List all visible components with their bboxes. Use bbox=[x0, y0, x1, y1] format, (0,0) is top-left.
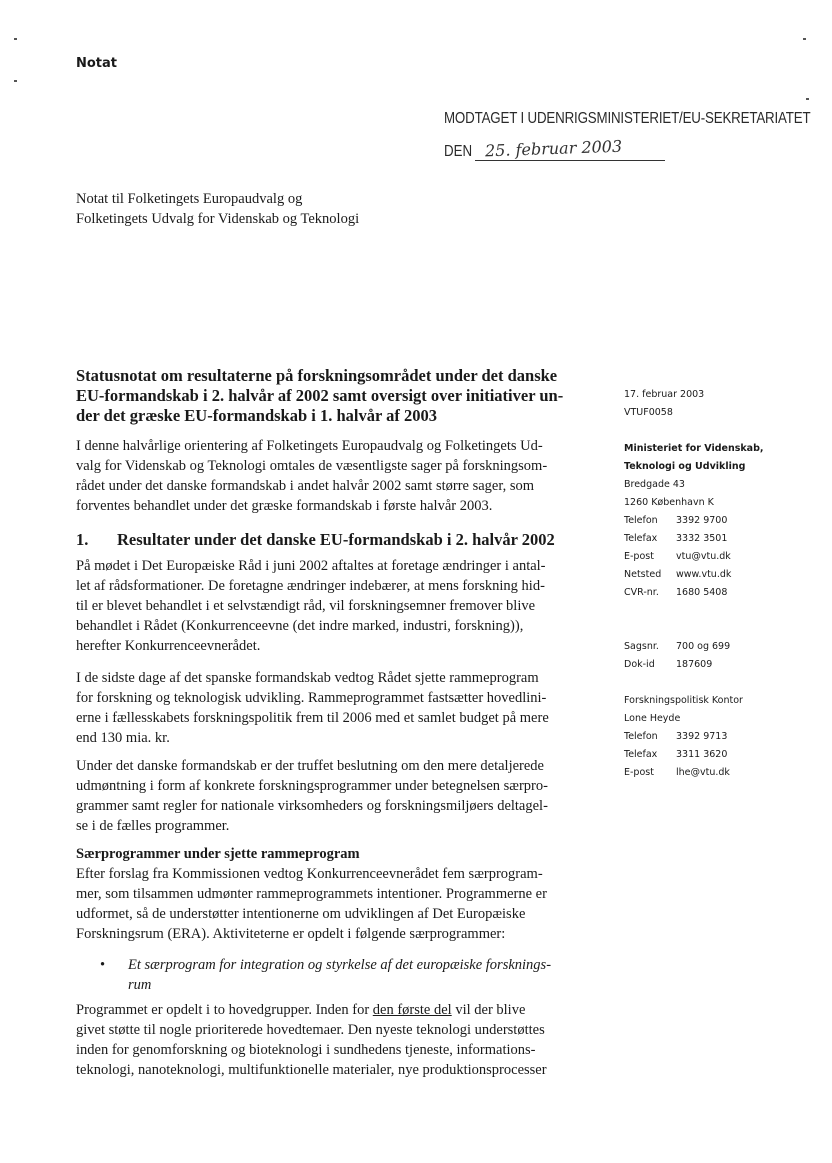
contact-label: Telefax bbox=[624, 749, 658, 760]
text-line: rum bbox=[128, 977, 152, 993]
received-stamp bbox=[444, 110, 811, 161]
contact-value: 1680 5408 bbox=[676, 587, 728, 598]
contact-value: vtu@vtu.dk bbox=[676, 551, 731, 562]
text-line: herefter Konkurrenceevnerådet. bbox=[76, 638, 261, 654]
text-line: Et særprogram for integration og styrkelse af det europæiske forsknings- bbox=[128, 957, 552, 973]
paragraph bbox=[76, 556, 596, 656]
case-label: Dok-id bbox=[624, 659, 655, 670]
case-label: Sagsnr. bbox=[624, 641, 659, 652]
bullet-dot-icon: • bbox=[100, 957, 106, 973]
title-line: Statusnotat om resultaterne på forskningsområdet under det danske bbox=[76, 366, 558, 385]
contact-label: Netsted bbox=[624, 569, 662, 580]
text-line: til er blevet behandlet i et selvstændigt råd, vil forskningsemner fremover blive bbox=[76, 598, 536, 614]
contact-value: www.vtu.dk bbox=[676, 569, 732, 580]
text-line bbox=[76, 1000, 596, 1020]
text-line: udformet, så de understøtter intentionerne om udviklingen af Det Europæiske bbox=[76, 906, 526, 922]
underlined-text: den første del bbox=[372, 1002, 452, 1018]
contact-value: 3332 3501 bbox=[676, 533, 728, 544]
text-line: let af rådsformationer. De foretagne ændringer indebærer, at mens forskning hid- bbox=[76, 578, 545, 594]
paragraph bbox=[76, 668, 596, 748]
document-date: 17. februar 2003 bbox=[624, 389, 705, 400]
text-line: teknologi, nanoteknologi, multifunktionelle materialer, nye produktionsprocesser bbox=[76, 1062, 547, 1078]
text-line: end 130 mia. kr. bbox=[76, 730, 170, 746]
title-line: der det græske EU-formandskab i 1. halvår af 2003 bbox=[76, 406, 438, 425]
text-line: erne i fællesskabets forskningspolitik frem til 2006 med et samlet budget på mere bbox=[76, 710, 549, 726]
scan-speck bbox=[14, 80, 17, 82]
section-number: 1. bbox=[76, 530, 89, 549]
recipient-line: Notat til Folketingets Europaudvalg og bbox=[76, 191, 303, 207]
handwritten-date: 25. februar 2003 bbox=[484, 136, 623, 161]
text-line: I de sidste dage af det spanske formandskab vedtog Rådet sjette rammeprogram bbox=[76, 670, 539, 686]
contact-value: 3392 9713 bbox=[676, 731, 728, 742]
text-line: Forskningsrum (ERA). Aktiviteterne er opdelt i følgende særprogrammer: bbox=[76, 926, 506, 942]
contact-label: E-post bbox=[624, 767, 654, 778]
subsection-heading: Særprogrammer under sjette rammeprogram bbox=[76, 846, 360, 862]
contact-label: Telefon bbox=[624, 515, 658, 526]
contact-person: Lone Heyde bbox=[624, 713, 681, 724]
recipient-line: Folketingets Udvalg for Videnskab og Teknologi bbox=[76, 211, 360, 227]
contact-row bbox=[624, 584, 824, 602]
paragraph bbox=[76, 756, 596, 836]
text-line: Efter forslag fra Kommissionen vedtog Konkurrenceevnerådet fem særprogram- bbox=[76, 866, 543, 882]
section-heading bbox=[76, 530, 555, 550]
ministry-name: Ministeriet for Videnskab, bbox=[624, 443, 764, 454]
document-type-label: Notat bbox=[76, 56, 118, 71]
text-line: mer, som tilsammen udmønter rammeprogrammets intentioner. Programmerne er bbox=[76, 886, 547, 902]
text-line: Under det danske formandskab er der truffet beslutning om den mere detaljerede bbox=[76, 758, 544, 774]
text-line: rådet under det danske formandskab i andet halvår 2002 samt større sager, som bbox=[76, 478, 535, 494]
sender-sidebar bbox=[624, 386, 824, 782]
scan-speck bbox=[803, 38, 806, 40]
document-title bbox=[76, 366, 596, 426]
document-reference: VTUF0058 bbox=[624, 407, 673, 418]
section-title: Resultater under det danske EU-formandskab i 2. halvår 2002 bbox=[117, 530, 555, 549]
scan-speck bbox=[14, 38, 17, 40]
text-line: se i de fælles programmer. bbox=[76, 818, 230, 834]
text-line: I denne halvårlige orientering af Folketingets Europaudvalg og Folketingets Ud- bbox=[76, 438, 543, 454]
contact-value: lhe@vtu.dk bbox=[676, 767, 730, 778]
contact-value: 3311 3620 bbox=[676, 749, 728, 760]
text-line: valg for Videnskab og Teknologi omtales de væsentligste sager på forskningsom- bbox=[76, 458, 548, 474]
contact-label: E-post bbox=[624, 551, 654, 562]
person-contact-row bbox=[624, 764, 824, 782]
case-value: 187609 bbox=[676, 659, 713, 670]
paragraph bbox=[76, 1000, 596, 1080]
text-fragment: Programmet er opdelt i to hovedgrupper. Inden for bbox=[76, 1002, 373, 1018]
contact-label: Telefon bbox=[624, 731, 658, 742]
intro-paragraph bbox=[76, 436, 596, 516]
ministry-name: Teknologi og Udvikling bbox=[624, 461, 746, 472]
text-line: På mødet i Det Europæiske Råd i juni 2002 aftaltes at foretage ændringer i antal- bbox=[76, 558, 546, 574]
address-city: 1260 København K bbox=[624, 497, 714, 508]
case-row bbox=[624, 656, 824, 674]
bullet-item bbox=[100, 955, 600, 995]
case-row bbox=[624, 638, 824, 656]
paragraph bbox=[76, 864, 596, 944]
text-line: inden for genomforskning og bioteknologi i sundhedens tjeneste, informations- bbox=[76, 1042, 536, 1058]
recipient-block bbox=[76, 189, 359, 229]
contact-row bbox=[624, 548, 824, 566]
text-line: givet støtte til nogle prioriterede hovedtemaer. Den nyeste teknologi understøttes bbox=[76, 1022, 545, 1038]
contact-row bbox=[624, 512, 824, 530]
text-fragment: vil der blive bbox=[451, 1002, 526, 1018]
contact-row bbox=[624, 566, 824, 584]
stamp-den-label: DEN bbox=[444, 143, 473, 160]
text-line: grammer samt regler for nationale virksomheders og forskningsmiljøers deltagel- bbox=[76, 798, 548, 814]
address-street: Bredgade 43 bbox=[624, 479, 685, 490]
case-value: 700 og 699 bbox=[676, 641, 731, 652]
scan-speck bbox=[806, 98, 809, 100]
contact-row bbox=[624, 530, 824, 548]
contact-label: Telefax bbox=[624, 533, 658, 544]
person-contact-row bbox=[624, 746, 824, 764]
contact-value: 3392 9700 bbox=[676, 515, 728, 526]
office-name: Forskningspolitisk Kontor bbox=[624, 695, 743, 706]
stamp-date-line bbox=[475, 134, 665, 161]
contact-label: CVR-nr. bbox=[624, 587, 659, 598]
text-line: behandlet i Rådet (Konkurrenceevne (det indre marked, industri, forskning)), bbox=[76, 618, 524, 634]
text-line: udmøntning i form af konkrete forskningsprogrammer under betegnelsen særpro- bbox=[76, 778, 548, 794]
text-line: for forskning og teknologisk udvikling. Rammeprogrammet fastsætter hovedlini- bbox=[76, 690, 547, 706]
title-line: EU-formandskab i 2. halvår af 2002 samt oversigt over initiativer un- bbox=[76, 386, 564, 405]
text-line: forventes behandlet under det græske formandskab i første halvår 2003. bbox=[76, 498, 493, 514]
stamp-received-text: MODTAGET I UDENRIGSMINISTERIET/EU-SEKRETARIATET bbox=[444, 110, 811, 127]
person-contact-row bbox=[624, 728, 824, 746]
